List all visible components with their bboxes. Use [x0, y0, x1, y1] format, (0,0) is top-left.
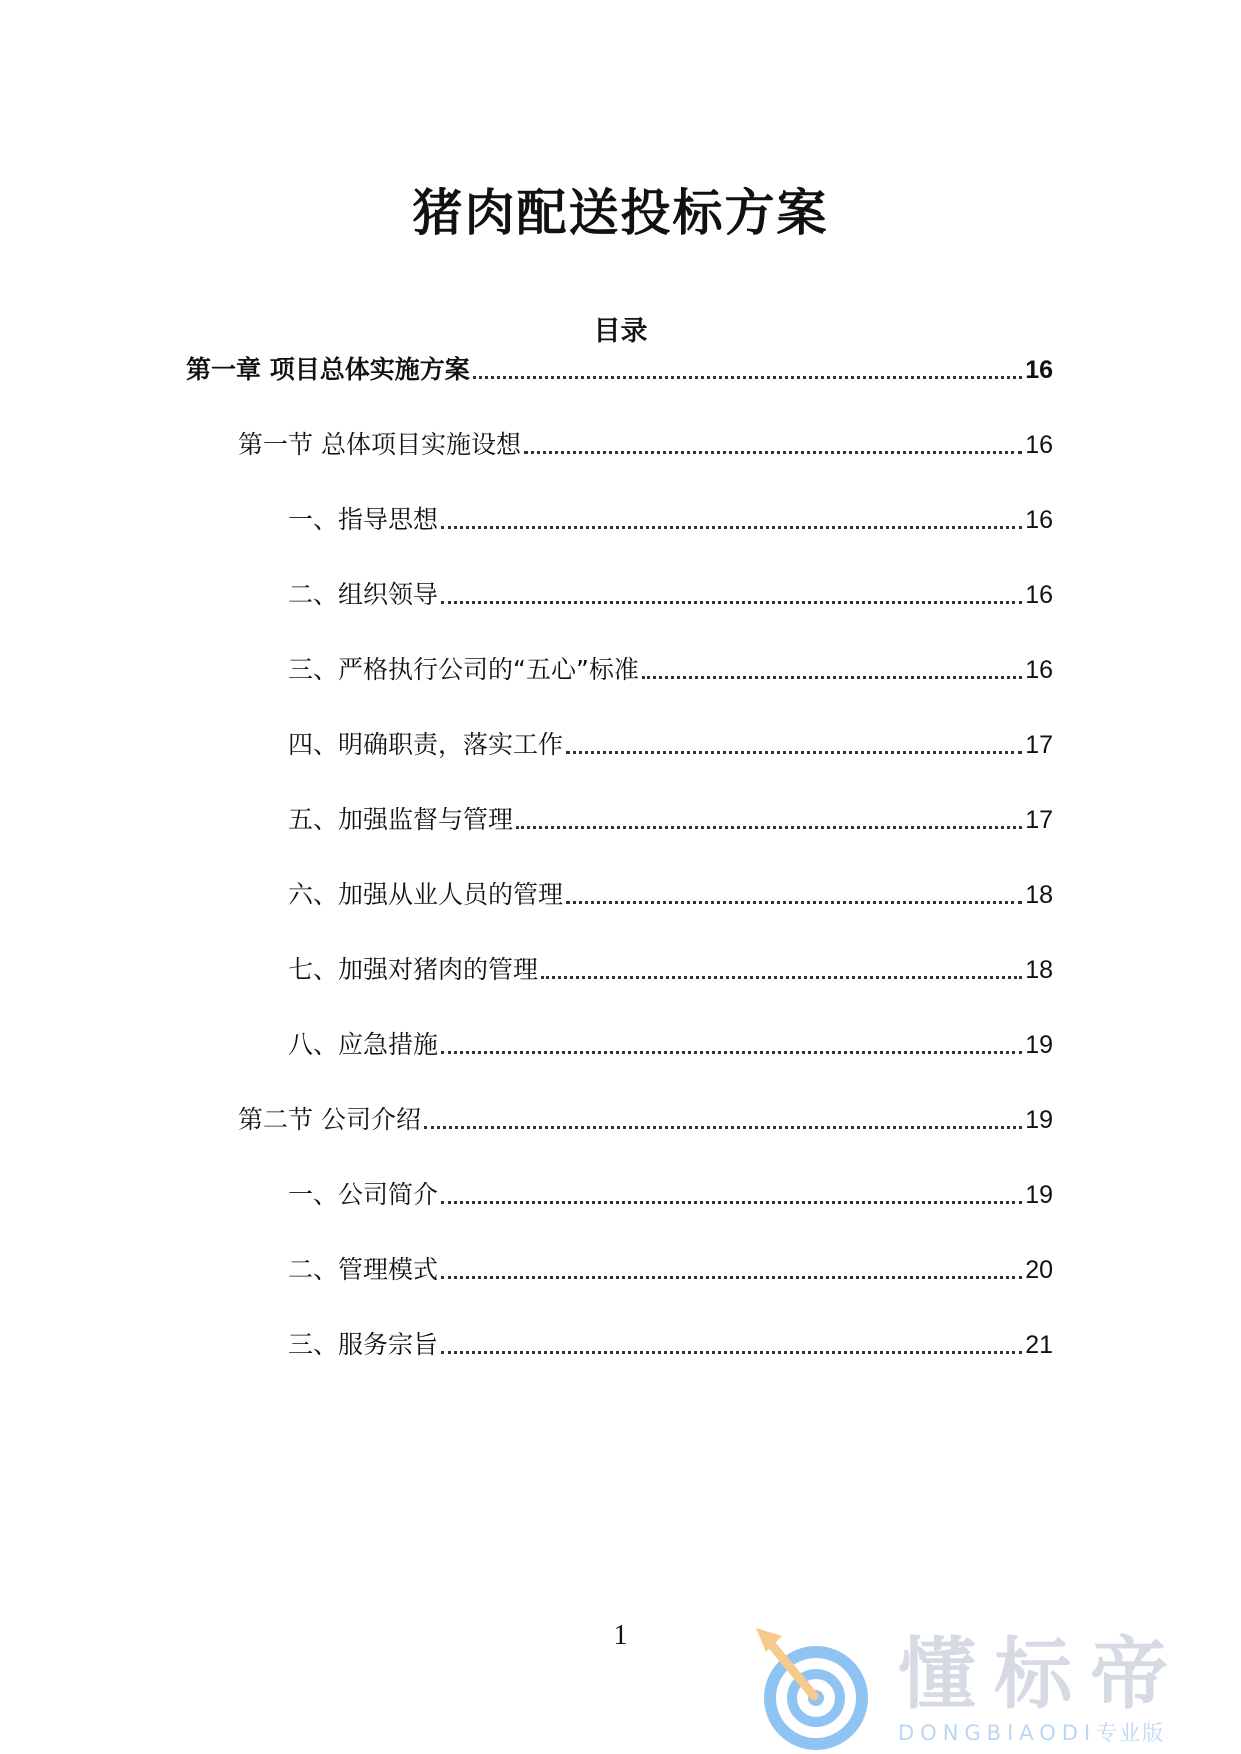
- watermark-latin: [898, 1720, 1165, 1746]
- toc-entry[interactable]: [238, 1100, 1053, 1140]
- toc-entry-label: 三、服务宗旨: [288, 1330, 439, 1359]
- toc-entry[interactable]: [288, 650, 1053, 690]
- watermark-brand: 懂标帝: [898, 1630, 1187, 1720]
- toc-entry-label: 五、加强监督与管理: [288, 805, 514, 834]
- toc-entry-label: 第一节 总体项目实施设想: [238, 430, 521, 459]
- toc-entry-label: 一、指导思想: [288, 505, 439, 534]
- toc-entry-label: 三、严格执行公司的“五心”标准: [288, 655, 639, 684]
- toc-heading: 目录: [593, 316, 648, 347]
- page-number: 1: [613, 1620, 628, 1651]
- toc-entry[interactable]: [288, 1175, 1053, 1215]
- toc-dot-leader: [441, 1201, 1022, 1204]
- toc-entry-label: 第二节 公司介绍: [238, 1105, 421, 1134]
- toc-entry[interactable]: [288, 950, 1053, 990]
- toc-entry-page: 16: [1025, 356, 1053, 384]
- toc-entry-label: 六、加强从业人员的管理: [288, 880, 564, 909]
- toc-entry-page: 18: [1025, 956, 1053, 984]
- toc-dot-leader: [473, 376, 1022, 379]
- toc-dot-leader: [441, 1276, 1022, 1279]
- toc-dot-leader: [541, 976, 1022, 979]
- toc-entry-page: 17: [1025, 731, 1053, 759]
- toc-entry-label: 四、明确职责，落实工作: [288, 730, 564, 759]
- document-title: 猪肉配送投标方案: [412, 184, 829, 242]
- toc-dot-leader: [524, 451, 1022, 454]
- target-arrow-icon: [748, 1626, 878, 1750]
- watermark-latin-text: DONGBIAODI: [898, 1721, 1097, 1745]
- toc-dot-leader: [516, 826, 1022, 829]
- toc-entry[interactable]: [288, 500, 1053, 540]
- toc-entry-label: 二、管理模式: [288, 1255, 439, 1284]
- toc-entry[interactable]: [288, 1025, 1053, 1065]
- toc-entry-label: 第一章 项目总体实施方案: [186, 355, 470, 384]
- toc-entry-page: 20: [1025, 1256, 1053, 1284]
- toc-entry-page: 16: [1025, 506, 1053, 534]
- toc-entry-page: 19: [1025, 1181, 1053, 1209]
- toc-entry-label: 七、加强对猪肉的管理: [288, 955, 539, 984]
- toc-entry-page: 16: [1025, 656, 1053, 684]
- toc-entry-label: 一、公司简介: [288, 1180, 439, 1209]
- toc-entry[interactable]: [238, 425, 1053, 465]
- toc-entry[interactable]: [288, 575, 1053, 615]
- toc-dot-leader: [424, 1126, 1022, 1129]
- toc-entry-label: 八、应急措施: [288, 1030, 439, 1059]
- toc-dot-leader: [441, 1351, 1022, 1354]
- toc-entry-page: 21: [1025, 1331, 1053, 1359]
- toc-dot-leader: [642, 676, 1022, 679]
- toc-entry[interactable]: [288, 1325, 1053, 1365]
- watermark-edition: 专业版: [1096, 1721, 1166, 1745]
- toc-dot-leader: [441, 526, 1022, 529]
- toc-entry[interactable]: [288, 800, 1053, 840]
- toc-entry-page: 16: [1025, 581, 1053, 609]
- toc-entry-page: 19: [1025, 1031, 1053, 1059]
- toc-dot-leader: [566, 901, 1022, 904]
- toc-entry-page: 16: [1025, 431, 1053, 459]
- toc-entry-page: 19: [1025, 1106, 1053, 1134]
- toc-entry[interactable]: [186, 350, 1053, 390]
- toc-entry-page: 18: [1025, 881, 1053, 909]
- toc-dot-leader: [441, 601, 1022, 604]
- toc-dot-leader: [441, 1051, 1022, 1054]
- toc-entry[interactable]: [288, 875, 1053, 915]
- toc-entry-label: 二、组织领导: [288, 580, 439, 609]
- toc-entry-page: 17: [1025, 806, 1053, 834]
- watermark: [748, 1626, 1218, 1750]
- toc-entry[interactable]: [288, 725, 1053, 765]
- toc-entry[interactable]: [288, 1250, 1053, 1290]
- toc-dot-leader: [566, 751, 1022, 754]
